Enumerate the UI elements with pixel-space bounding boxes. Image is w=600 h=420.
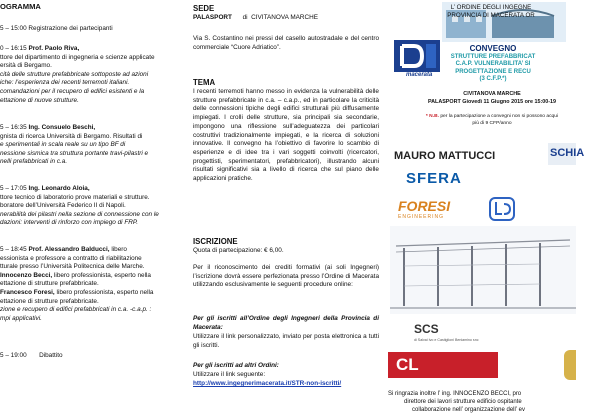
tema-heading: TEMA <box>193 78 216 87</box>
sede-heading: SEDE <box>193 4 215 13</box>
iscritti-ordine-heading: Per gli iscritti all’Ordine degli Ingegneri della Provincia di Macerata: <box>193 315 379 331</box>
strutture-line4: (3 C.F.P.*) <box>479 75 507 82</box>
nb-note-2: più di 9 CFP/anno <box>472 121 512 126</box>
programme-line: ttore tecnico di laboratorio prove materiali e strutture. <box>0 193 150 201</box>
programme-line: e sperimentali in scala reale su un tipo BF di <box>0 141 126 149</box>
sfera-logo: SFERA <box>406 170 462 187</box>
programme-line: ettazione di nuove strutture. <box>0 96 79 104</box>
programme-line: 5 – 19:00 Dibattito <box>0 352 63 359</box>
scs-logo: SCS di Salvai Ivo e Castiglioni Beniamino snc <box>414 322 479 342</box>
cover-panel <box>388 0 585 420</box>
programme-line: tturale presso l’Università Politecnica delle Marche. <box>0 263 145 271</box>
org-line1: L’ ORDINE DEGLI INGEGNE <box>450 4 532 11</box>
programme-line: cità delle strutture prefabbricate sottoposte ad azioni <box>0 70 149 78</box>
programme-line: nelli prefabbricati in c.a. <box>0 158 68 166</box>
programme-line: comandazioni per il recupero di edifici esistenti e la <box>0 88 145 95</box>
cl-logo: CL <box>388 352 498 378</box>
programme-line: Innocenzo Becci, libero professionista, esperto nella <box>0 271 151 279</box>
programme-line: 5 – 15:00 Registrazione dei partecipanti <box>0 25 113 32</box>
programme-line: 5 – 17:05 Ing. Leonardo Aloia, <box>0 185 90 192</box>
altri-ordini-heading: Per gli iscritti ad altri Ordini: <box>193 362 279 369</box>
programme-line: ettazione di strutture prefabbricate. <box>0 297 99 305</box>
seal-edge <box>564 350 576 380</box>
programme-panel <box>0 0 185 420</box>
thanks-line1: Si ringrazia inoltre l’ ing. INNOCENZO BECCI, pro <box>388 391 522 397</box>
programme-title: OGRAMMA <box>0 2 41 11</box>
speaker-name: MAURO MATTUCCI <box>394 150 496 162</box>
registration-link[interactable]: http://www.ingegnerimacerata.it/STR-non-iscritti/ <box>193 380 342 387</box>
programme-line: ettazione di strutture prefabbricate. <box>0 280 99 288</box>
programme-line: Francesco Foresi, libero professionista, esperto nella <box>0 289 154 296</box>
programme-line: 0 – 16:15 Prof. Paolo Riva, <box>0 45 80 52</box>
iscrizione-heading: ISCRIZIONE <box>193 237 238 246</box>
convegno-block <box>410 44 576 83</box>
programme-line: ttore del dipartimento di ingegneria e scienze applicate <box>0 53 155 61</box>
thanks-line3: collaborazione nell’ organizzazione dell’ ev <box>412 407 525 413</box>
strutture-line1: STRUTTURE PREFABBRICAT <box>450 54 536 60</box>
programme-line: boratore dell’Università Federico II di Napoli. <box>0 202 126 210</box>
programme-line: dazioni: interventi di rinforzo con impiego di FRP. <box>0 219 139 227</box>
quota-text: Quota di partecipazione: € 6,00. <box>193 247 284 254</box>
nb-note: * N.B. per la partecipazione a convegni non si possono acqui <box>425 114 559 119</box>
programme-line: zione e recupero di edifici prefabbricati in c.a. -c.a.p. : <box>0 306 152 314</box>
strutture-line2: C.A.P. VULNERABILITA’ SI <box>455 61 531 68</box>
logo-text: macerata <box>406 72 433 78</box>
programme-line: 5 – 16:35 Ing. Consuelo Beschi, <box>0 124 96 131</box>
event-city: CIVITANOVA MARCHE <box>463 91 521 97</box>
convegno-title: CONVEGNO <box>469 44 517 53</box>
event-date: PALASPORT Giovedì 11 Giugno 2015 ore 15:00-19 <box>427 99 557 105</box>
programme-line: mpi applicativi. <box>0 314 42 322</box>
crediti-text: Per il riconoscimento dei crediti formativi (ai soli Ingegneri) l’iscrizione dovrà essere perfezionata presso l’Ordine di Macerata utilizzando esclusivamente le seguenti procedure online: <box>193 264 379 289</box>
thanks-line2: direttore dei lavori strutture edificio ospitante <box>404 399 522 405</box>
iscritti-ordine-text: Utilizzare il link personalizzato, inviato per posta elettronica a tutti gli iscritti. <box>193 333 379 349</box>
sede-location: PALASPORT di CIVITANOVA MARCHE <box>193 14 319 21</box>
structure-drawing <box>390 226 576 314</box>
sede-address: Via S. Costantino nei pressi del casello autostradale e del centro commerciale “Cuore Adriatico”. <box>193 35 379 51</box>
programme-line: nessione sismica tra struttura portante travi-pilastri e <box>0 149 149 157</box>
info-panel <box>193 0 379 420</box>
foresi-logo: FORESI ENGINEERING <box>398 198 451 220</box>
programme-line: 5 – 18:45 Prof. Alessandro Balducci, libero <box>0 246 127 253</box>
programme-line: iche: l’esperienza dei recenti terremoti italiani. <box>0 79 130 87</box>
programme-line: nerabilità dei pilastri nella sezione di connessione con le <box>0 210 159 218</box>
programme-line: gnista di ricerca Università di Bergamo. Risultati di <box>0 132 143 140</box>
org-line2: PROVINCIA DI MACERATA OR <box>447 12 535 19</box>
programme-line: essionista e professore a contratto di riabilitazione <box>0 254 142 262</box>
emblem-icon <box>488 196 516 222</box>
strutture-line3: PROGETTAZIONE E RECU <box>455 68 531 75</box>
schia-logo: SCHIA <box>548 143 576 165</box>
altri-ordini-text: Utilizzare il link seguente: <box>193 371 266 378</box>
programme-line: ersità di Bergamo. <box>0 62 52 70</box>
tema-text: I recenti terremoti hanno messo in evidenza la vulnerabilità delle strutture prefabbricate in c.a. – c.a.p., ed in particolare la criticità delle connessioni tipiche degli edifici strutturali più diffusamente impiegati. I crolli delle strutture, sia principali sia secondarie, impongono una riflessione sull’adeguatezza dei particolari costruttivi tradizionalmente impiegati, e la ricerca di soluzioni innovative. Il convegno ha l’obiettivo di favorire lo scambio di esperienze e di idee tra i vari soggetti coinvolti (ricercatori, progettisti, sperimentatori, prefabbricatori), illustrando alcuni risultati significativi sia a livello di ricerca che sul piano delle applicazioni pratiche. <box>193 88 379 183</box>
